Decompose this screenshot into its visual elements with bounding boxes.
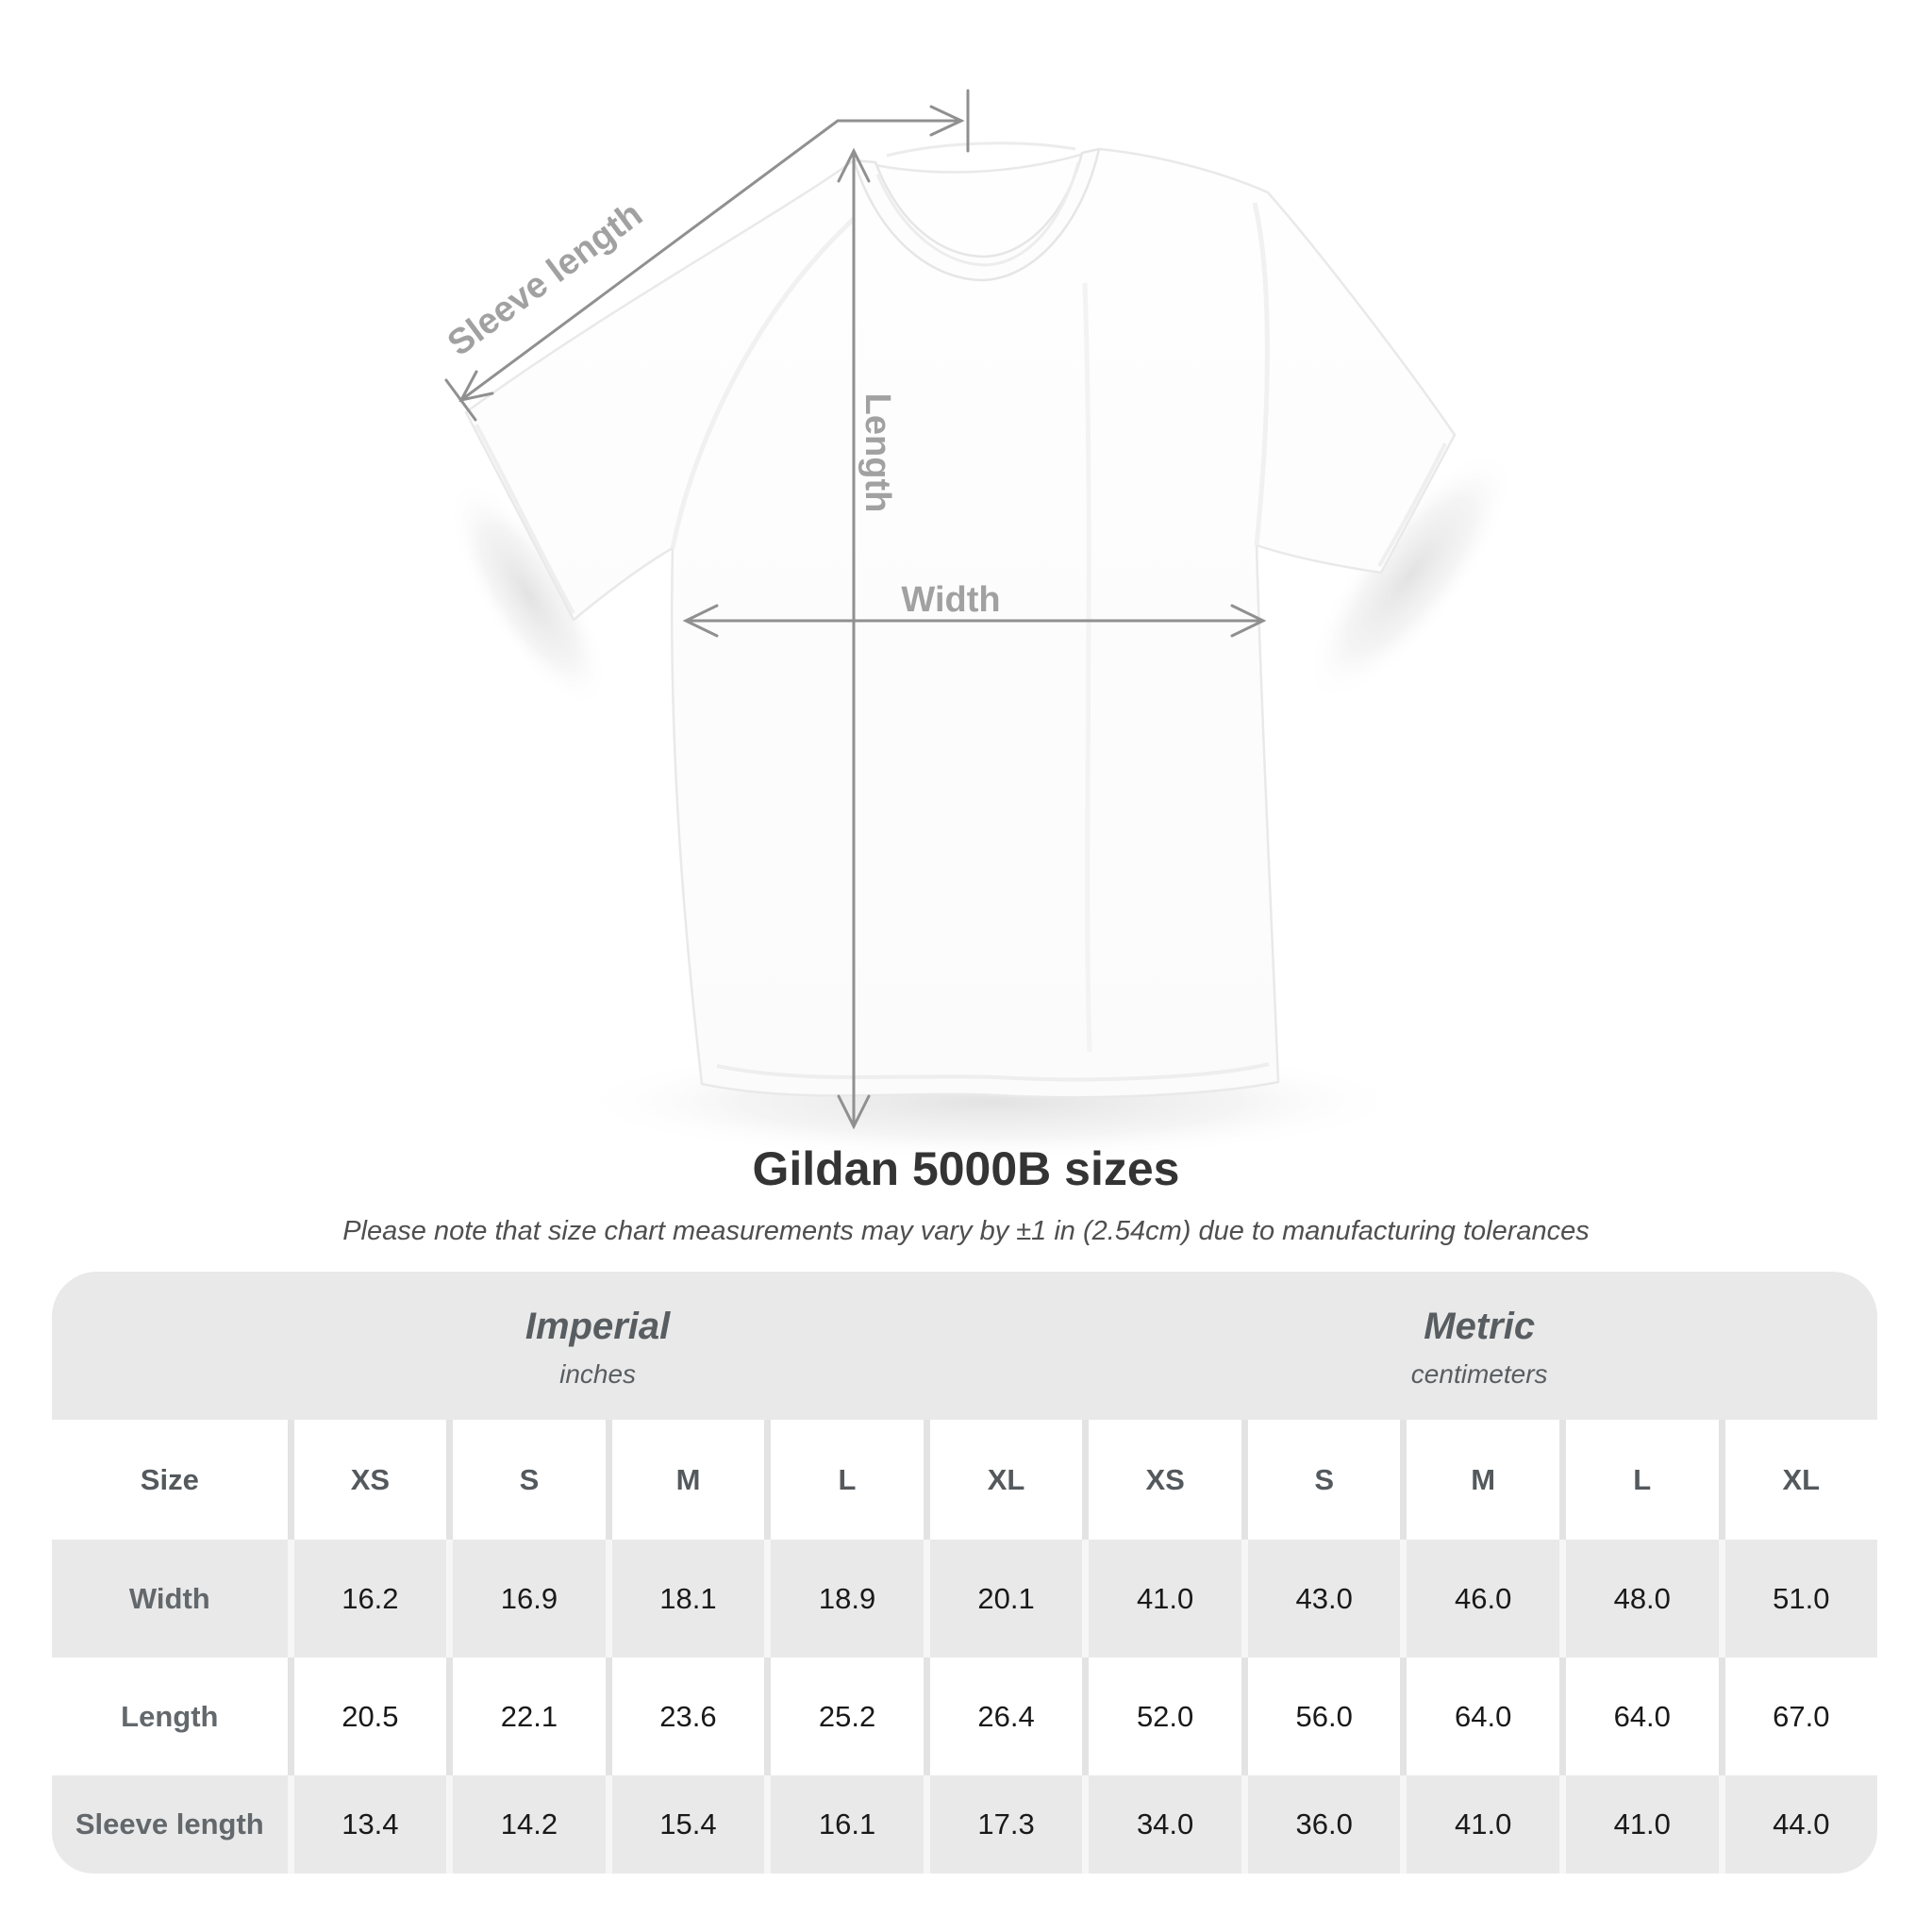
tshirt-body [466,149,1455,1097]
width-metric-l: 48.0 [1559,1540,1719,1657]
size-header-row [52,1420,1877,1540]
width-imperial-l: 18.9 [764,1540,924,1657]
table-row-width [52,1540,1877,1657]
row-label-width: Width [128,1581,210,1615]
imperial-size-header-xs: XS [288,1420,447,1540]
tolerance-note: Please note that size chart measurements may vary by ±1 in (2.54cm) due to manufacturing tolerances [342,1216,1590,1246]
sleeve-metric-m: 41.0 [1400,1775,1559,1874]
imperial-section-unit: inches [559,1359,637,1389]
width-label: Width [901,580,1001,620]
length-metric-s: 56.0 [1241,1657,1401,1775]
length-label: Length [858,392,897,513]
metric-section-header [1411,1306,1548,1390]
row-label-length: Length [121,1699,219,1733]
imperial-size-header-m: M [606,1420,765,1540]
sleeve-imperial-xl: 17.3 [924,1775,1083,1874]
sleeve-metric-xl: 44.0 [1719,1775,1877,1874]
metric-section-title: Metric [1424,1306,1536,1347]
table-row-sleeve-length [52,1775,1877,1874]
unit-section-band [52,1272,1877,1420]
imperial-size-header-s: S [446,1420,606,1540]
sleeve-length-label: Sleeve length [441,194,650,364]
sleeve-imperial-xs: 13.4 [288,1775,447,1874]
imperial-size-header-xl: XL [924,1420,1083,1540]
metric-size-header-l: L [1559,1420,1719,1540]
metric-size-header-xl: XL [1719,1420,1878,1540]
length-metric-xl: 67.0 [1719,1657,1878,1775]
width-metric-s: 43.0 [1241,1540,1401,1657]
length-imperial-xs: 20.5 [288,1657,447,1775]
metric-size-header-xs: XS [1082,1420,1241,1540]
length-imperial-s: 22.1 [446,1657,606,1775]
sleeve-imperial-m: 15.4 [606,1775,765,1874]
imperial-size-header-l: L [764,1420,924,1540]
row-label-sleeve-length: Sleeve length [75,1807,264,1840]
length-imperial-m: 23.6 [606,1657,765,1775]
metric-size-header-m: M [1400,1420,1559,1540]
collar-back-line [887,143,1075,156]
metric-section-unit: centimeters [1410,1359,1548,1389]
size-corner-header: Size [140,1462,199,1496]
imperial-section-header [525,1306,670,1390]
width-metric-xs: 41.0 [1082,1540,1241,1657]
sleeve-metric-s: 36.0 [1241,1775,1401,1874]
width-imperial-m: 18.1 [606,1540,765,1657]
sleeve-imperial-l: 16.1 [764,1775,924,1874]
sleeve-imperial-s: 14.2 [446,1775,606,1874]
length-metric-m: 64.0 [1400,1657,1559,1775]
length-imperial-l: 25.2 [764,1657,924,1775]
metric-size-header-s: S [1241,1420,1401,1540]
size-table [52,1272,1877,1874]
length-metric-l: 64.0 [1559,1657,1719,1775]
sleeve-metric-xs: 34.0 [1082,1775,1241,1874]
width-metric-xl: 51.0 [1719,1540,1878,1657]
length-imperial-xl: 26.4 [924,1657,1083,1775]
width-imperial-xs: 16.2 [288,1540,447,1657]
imperial-section-title: Imperial [525,1306,671,1347]
sleeve-metric-l: 41.0 [1559,1775,1719,1874]
width-imperial-s: 16.9 [446,1540,606,1657]
table-row-length [52,1657,1877,1775]
page-title: Gildan 5000B sizes [752,1142,1180,1195]
width-imperial-xl: 20.1 [924,1540,1083,1657]
length-metric-xs: 52.0 [1082,1657,1241,1775]
width-metric-m: 46.0 [1400,1540,1559,1657]
